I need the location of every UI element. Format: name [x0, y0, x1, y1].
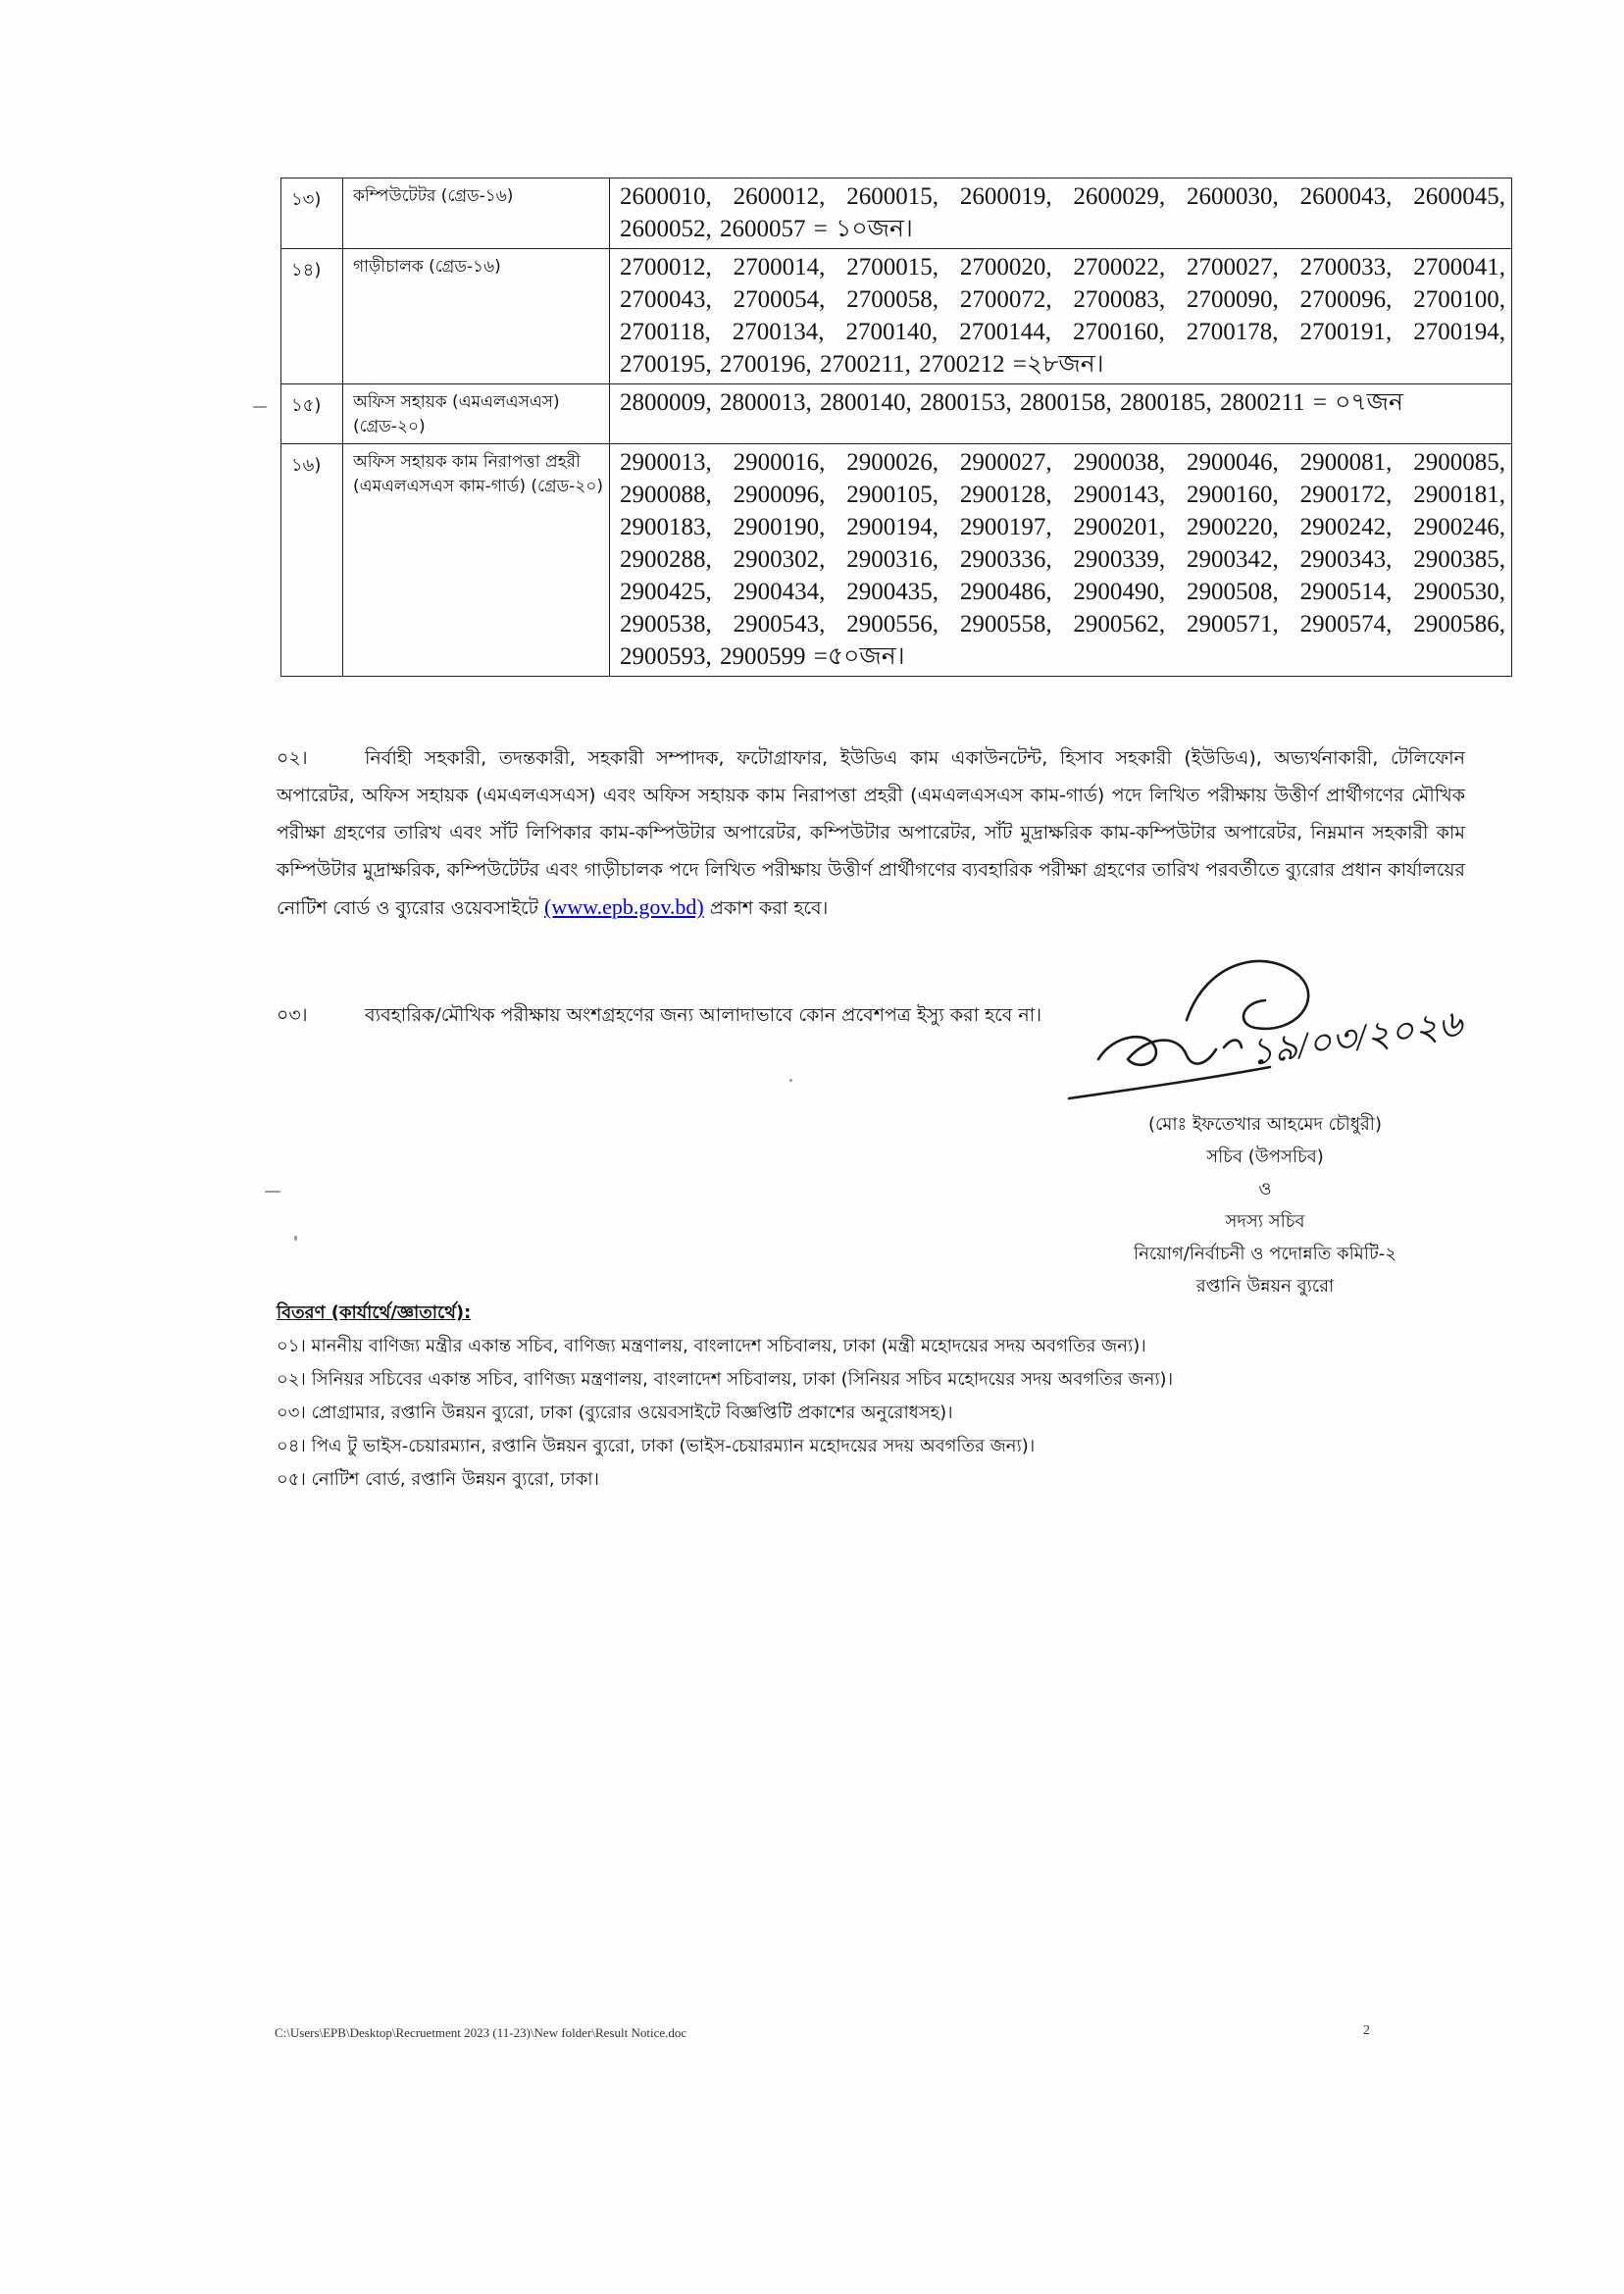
- scan-mark: [253, 406, 267, 408]
- table-row: [281, 444, 1512, 677]
- scan-mark: [789, 1079, 792, 1082]
- scan-mark: [265, 1191, 280, 1193]
- row-post-name: অফিস সহায়ক কাম নিরাপত্তা প্রহরী (এমএলএসএস কাম-গার্ড) (গ্রেড-২০): [343, 444, 610, 677]
- signatory-block: [1040, 1108, 1491, 1302]
- scan-mark: [294, 1236, 297, 1241]
- signatory-committee: নিয়োগ/নির্বাচনী ও পদোন্নতি কমিটি-২: [1134, 1244, 1396, 1264]
- row-roll-numbers: 2600010, 2600012, 2600015, 2600019, 2600029, 2600030, 2600043, 2600045, 2600052, 2600057 = ১০জন।: [610, 178, 1512, 249]
- table-row: [281, 384, 1512, 444]
- distribution-item: ০৩। প্রোগ্রামার, রপ্তানি উন্নয়ন ব্যুরো, ঢাকা (ব্যুরোর ওয়েবসাইটে বিজ্ঞপ্তিটি প্রকাশের অনুরোধসহ)।: [277, 1402, 953, 1423]
- paragraph-number: ০৩।: [277, 1004, 308, 1026]
- handwritten-signature: [1059, 942, 1481, 1118]
- row-post-name: কম্পিউটেটর (গ্রেড-১৬): [343, 178, 610, 249]
- signatory-office: রপ্তানি উন্নয়ন ব্যুরো: [1195, 1276, 1335, 1297]
- signatory-and: ও: [1258, 1179, 1272, 1199]
- distribution-item: ০৫। নোটিশ বোর্ড, রপ্তানি উন্নয়ন ব্যুরো, ঢাকা।: [277, 1469, 599, 1490]
- results-table: [280, 178, 1512, 677]
- row-roll-numbers: 2900013, 2900016, 2900026, 2900027, 2900038, 2900046, 2900081, 2900085, 2900088, 2900096, 2900105, 2900128, 2900143, 2900160, 2900172, 2900181, 2900183, 2900190, 2900194, 2900197, 2900201, 2900220, 2900242, 2900246, 2900288, 2900302, 2900316, 2900336, 2900339, 2900342, 2900343, 2900385, 2900425, 2900434, 2900435, 2900486, 2900490, 2900508, 2900514, 2900530, 2900538, 2900543, 2900556, 2900558, 2900562, 2900571, 2900574, 2900586, 2900593, 2900599 =৫০জন।: [610, 444, 1512, 677]
- distribution-item: ০২। সিনিয়র সচিবের একান্ত সচিব, বাণিজ্য মন্ত্রণালয়, বাংলাদেশ সচিবালয়, ঢাকা (সিনিয়র সচিব মহোদয়ের সদয় অবগতির জন্য)।: [277, 1369, 1174, 1390]
- footer-file-path: C:\Users\EPB\Desktop\Recruetment 2023 (11-23)\New folder\Result Notice.doc: [275, 2025, 687, 2040]
- signatory-designation: সচিব (উপসচিব): [1206, 1147, 1324, 1167]
- row-serial: ১৩): [281, 178, 343, 249]
- handwritten-date: ১৯/০৩/২০২৬: [1246, 1002, 1465, 1074]
- distribution-title: বিতরণ (কার্যার্থে/জ্ঞাতার্থে):: [277, 1302, 472, 1323]
- paragraph-number: ০২।: [277, 747, 308, 769]
- paragraph-02: [277, 739, 1465, 927]
- row-serial: ১৪): [281, 249, 343, 384]
- distribution-item: ০৪। পিএ টু ভাইস-চেয়ারম্যান, রপ্তানি উন্নয়ন ব্যুরো, ঢাকা (ভাইস-চেয়ারম্যান মহোদয়ের সদয় অবগতির জন্য)।: [277, 1436, 1036, 1456]
- website-link[interactable]: (www.epb.gov.bd): [544, 894, 704, 919]
- paragraph-tail: প্রকাশ করা হবে।: [703, 897, 829, 919]
- footer-page-number: 2: [1363, 2023, 1370, 2038]
- row-roll-numbers: 2700012, 2700014, 2700015, 2700020, 2700022, 2700027, 2700033, 2700041, 2700043, 2700054, 2700058, 2700072, 2700083, 2700090, 2700096, 2700100, 2700118, 2700134, 2700140, 2700144, 2700160, 2700178, 2700191, 2700194, 2700195, 2700196, 2700211, 2700212 =২৮জন।: [610, 249, 1512, 384]
- paragraph-text: নির্বাহী সহকারী, তদন্তকারী, সহকারী সম্পাদক, ফটোগ্রাফার, ইউডিএ কাম একাউনটেন্ট, হিসাব সহকারী (ইউডিএ), অভ্যর্থনাকারী, টেলিফোন অপারেটর, অফিস সহায়ক (এমএলএসএস) এবং অফিস সহায়ক কাম নিরাপত্তা প্রহরী (এমএলএসএস কাম-গার্ড) পদে লিখিত পরীক্ষায় উত্তীর্ণ প্রার্থীগণের মৌখিক পরীক্ষা গ্রহণের তারিখ এবং সাঁট লিপিকার কাম-কম্পিউটার অপারেটর, কম্পিউটার অপারেটর, সাঁট মুদ্রাক্ষরিক কাম-কম্পিউটার অপারেটর, নিম্নমান সহকারী কাম কম্পিউটার মুদ্রাক্ষরিক, কম্পিউটেটর এবং গাড়ীচালক পদে লিখিত পরীক্ষায় উত্তীর্ণ প্রার্থীগণের ব্যবহারিক পরীক্ষা গ্রহণের তারিখ পরবর্তীতে ব্যুরোর প্রধান কার্যালয়ের নোটিশ বোর্ড ও ব্যুরোর ওয়েবসাইটে: [277, 747, 1465, 919]
- row-serial: ১৬): [281, 444, 343, 677]
- signatory-name: (মোঃ ইফতেখার আহমেদ চৌধুরী): [1148, 1114, 1382, 1135]
- row-post-name: গাড়ীচালক (গ্রেড-১৬): [343, 249, 610, 384]
- table-row: [281, 249, 1512, 384]
- row-roll-numbers: 2800009, 2800013, 2800140, 2800153, 2800158, 2800185, 2800211 = ০৭জন: [610, 384, 1512, 444]
- paragraph-text: ব্যবহারিক/মৌখিক পরীক্ষায় অংশগ্রহণের জন্য আলাদাভাবে কোন প্রবেশপত্র ইস্যু করা হবে না।: [365, 1004, 1041, 1026]
- table-row: [281, 178, 1512, 249]
- row-serial: ১৫): [281, 384, 343, 444]
- distribution-item: ০১। মাননীয় বাণিজ্য মন্ত্রীর একান্ত সচিব, বাণিজ্য মন্ত্রণালয়, বাংলাদেশ সচিবালয়, ঢাকা (মন্ত্রী মহোদয়ের সদয় অবগতির জন্য)।: [277, 1336, 1146, 1356]
- signatory-role: সদস্য সচিব: [1225, 1211, 1305, 1232]
- row-post-name: অফিস সহায়ক (এমএলএসএস) (গ্রেড-২০): [343, 384, 610, 444]
- distribution-list: [277, 1297, 1453, 1497]
